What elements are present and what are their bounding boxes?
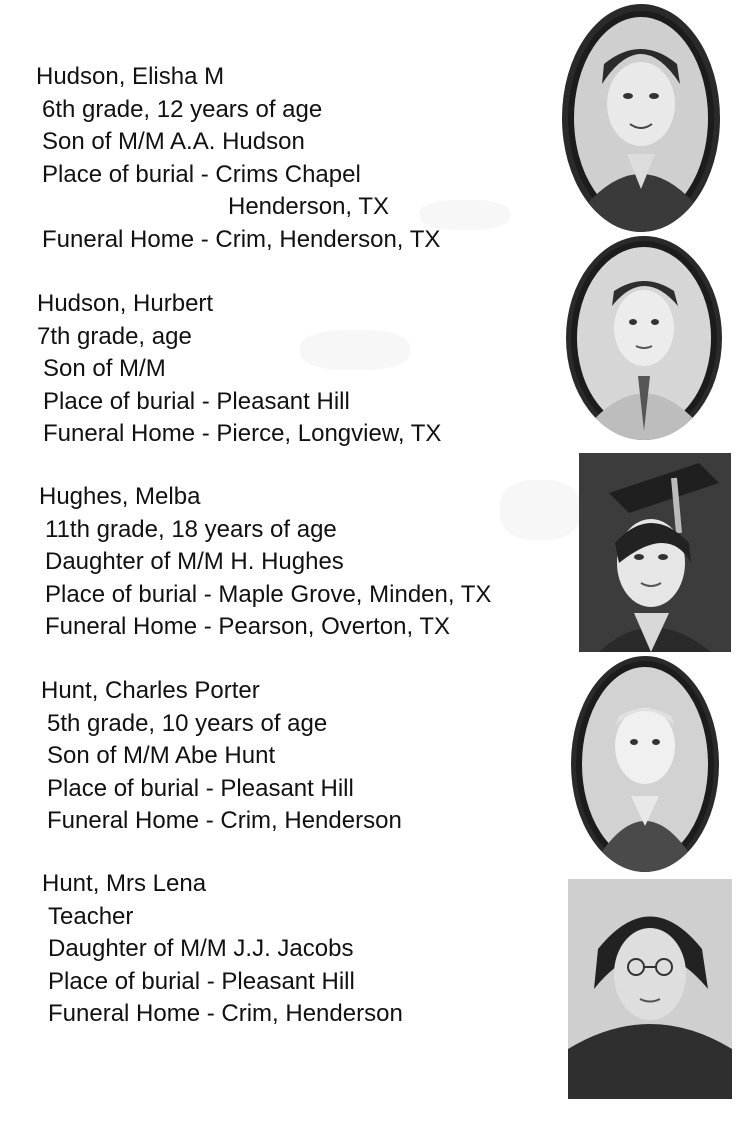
entry-burial: Place of burial - Crims Chapel: [42, 160, 361, 188]
entry-parents: Daughter of M/M H. Hughes: [45, 548, 344, 575]
entry-funeral-home: Funeral Home - Crim, Henderson, TX: [42, 225, 441, 253]
entry-name: Hunt, Mrs Lena: [42, 870, 207, 897]
scan-smudge: [500, 480, 580, 540]
entry-grade: 11th grade, 18 years of age: [45, 515, 337, 543]
memorial-entry: [37, 288, 441, 451]
entry-funeral-home: Funeral Home - Crim, Henderson: [47, 807, 402, 834]
entry-funeral-home: Funeral Home - Crim, Henderson: [48, 1000, 403, 1027]
entry-funeral-home: Funeral Home - Pearson, Overton, TX: [45, 613, 451, 640]
portrait-photo-elisha-hudson: [562, 4, 720, 232]
entry-burial: Place of burial - Maple Grove, Minden, TX: [45, 580, 492, 608]
entry-burial: Place of burial - Pleasant Hill: [43, 387, 350, 415]
entry-grade: 5th grade, 10 years of age: [47, 709, 328, 737]
memorial-entry: [36, 61, 440, 256]
entry-parents: Son of M/M A.A. Hudson: [42, 128, 305, 155]
entry-name: Hughes, Melba: [39, 483, 201, 510]
entry-burial: Place of burial - Pleasant Hill: [47, 774, 354, 802]
entry-grade: 6th grade, 12 years of age: [42, 95, 323, 123]
entry-parents: Son of M/M: [43, 355, 166, 382]
entry-parents: Son of M/M Abe Hunt: [47, 742, 276, 769]
memorial-entry: [41, 675, 402, 838]
entry-grade: Teacher: [48, 902, 134, 930]
entry-name: Hudson, Hurbert: [37, 290, 214, 317]
entry-name: Hudson, Elisha M: [36, 63, 225, 90]
portrait-photo-hurbert-hudson: [566, 236, 722, 440]
memorial-entry: [42, 868, 403, 1031]
entry-grade: 7th grade, age: [37, 322, 192, 350]
entry-burial-continued: Henderson, TX: [228, 193, 389, 220]
entry-name: Hunt, Charles Porter: [41, 677, 260, 704]
portrait-photo-melba-hughes: [579, 453, 731, 652]
entry-burial: Place of burial - Pleasant Hill: [48, 967, 355, 995]
entry-parents: Daughter of M/M J.J. Jacobs: [48, 935, 354, 962]
portrait-photo-lena-hunt: [568, 879, 732, 1099]
memorial-entry: [39, 481, 491, 644]
portrait-photo-charles-hunt: [571, 656, 719, 872]
entry-funeral-home: Funeral Home - Pierce, Longview, TX: [43, 420, 442, 447]
